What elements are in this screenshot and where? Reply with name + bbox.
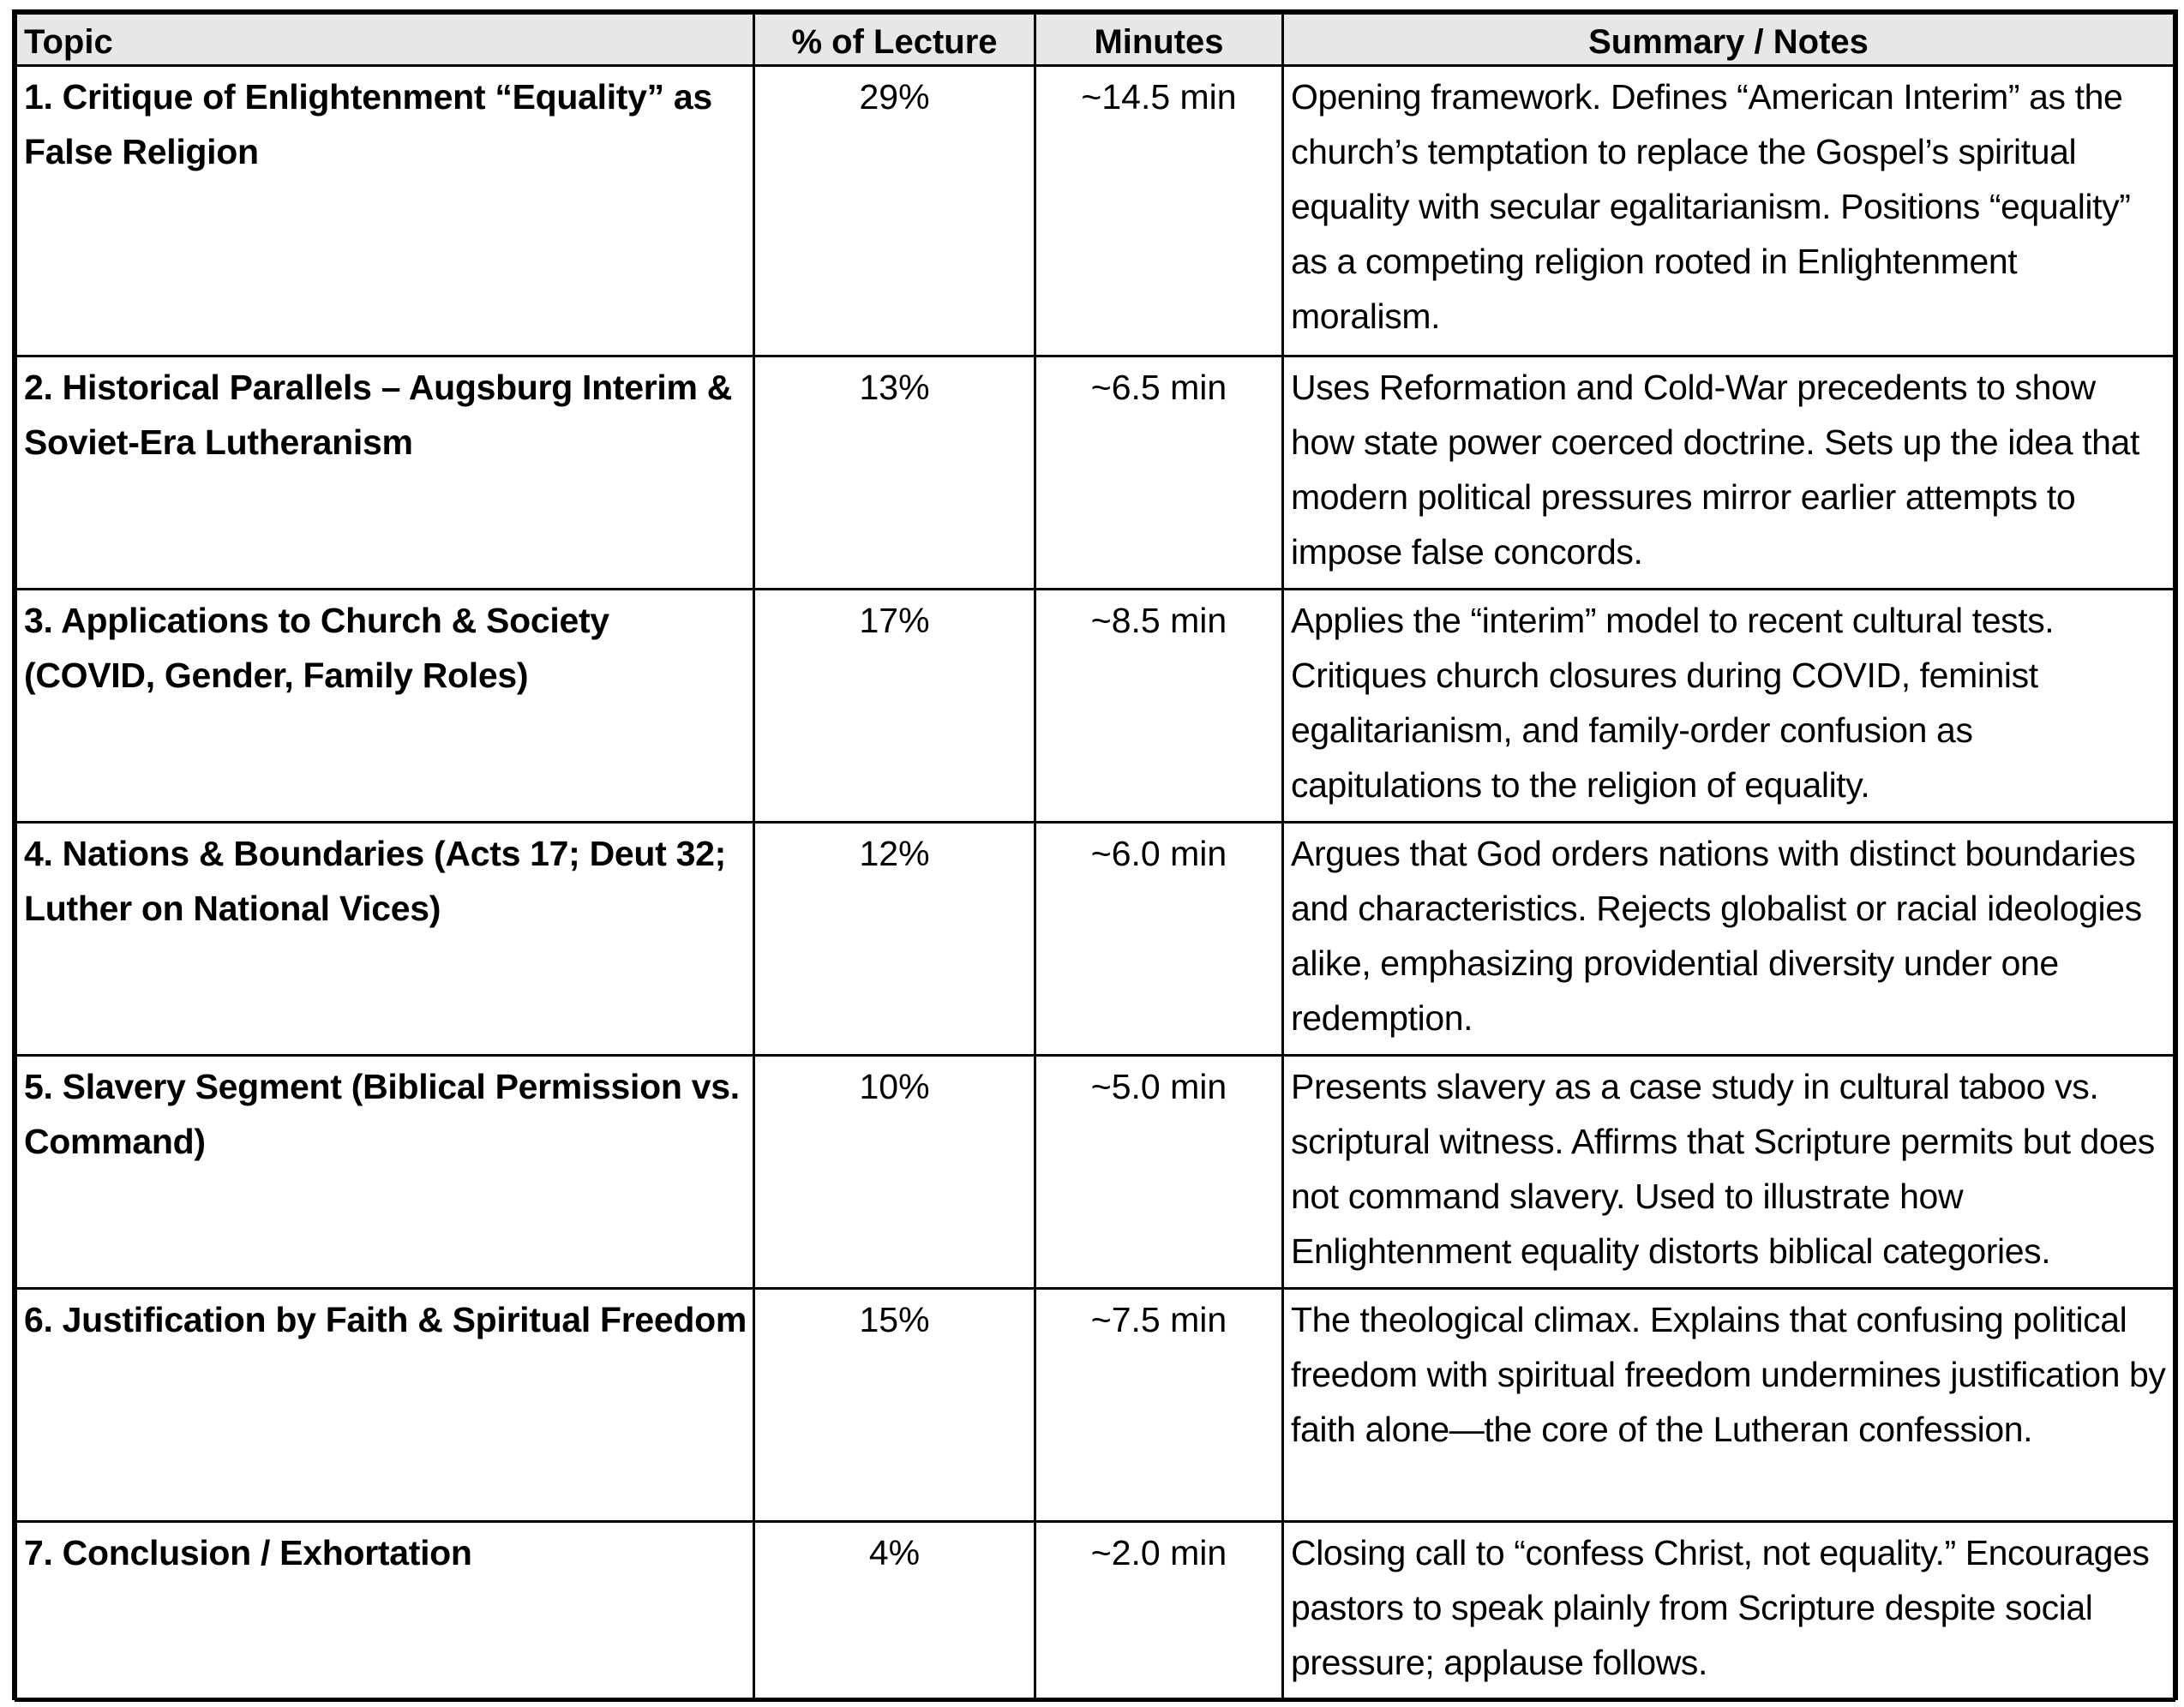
header-percent: % of Lecture bbox=[754, 14, 1035, 66]
table-row bbox=[16, 1522, 2175, 1701]
header-minutes: Minutes bbox=[1035, 14, 1283, 66]
table-row bbox=[16, 823, 2175, 1056]
header-notes: Summary / Notes bbox=[1283, 14, 2175, 66]
table-row bbox=[16, 1056, 2175, 1289]
notes-cell: Uses Reformation and Cold-War precedents to show how state power coerced doctrine. Sets up the idea that modern political pressures mirror earlier attempts to impose false concords. bbox=[1283, 356, 2175, 590]
notes-cell: The theological climax. Explains that confusing political freedom with spiritual freedom undermines justification by faith alone—the core of the Lutheran confession. bbox=[1283, 1289, 2175, 1522]
minutes-cell: ~7.5 min bbox=[1035, 1289, 1283, 1522]
percent-cell: 10% bbox=[754, 1056, 1035, 1289]
minutes-cell: ~6.5 min bbox=[1035, 356, 1283, 590]
minutes-cell: ~8.5 min bbox=[1035, 590, 1283, 823]
table-header-row bbox=[16, 14, 2175, 66]
notes-cell: Argues that God orders nations with distinct boundaries and characteristics. Rejects globalist or racial ideologies alike, emphasizing providential diversity under one redemption. bbox=[1283, 823, 2175, 1056]
percent-cell: 17% bbox=[754, 590, 1035, 823]
topic-cell: 5. Slavery Segment (Biblical Permission vs. Command) bbox=[16, 1056, 754, 1289]
lecture-summary-table bbox=[15, 12, 2175, 1702]
percent-cell: 13% bbox=[754, 356, 1035, 590]
topic-cell: 2. Historical Parallels – Augsburg Interim & Soviet-Era Lutheranism bbox=[16, 356, 754, 590]
table-row bbox=[16, 590, 2175, 823]
minutes-cell: ~6.0 min bbox=[1035, 823, 1283, 1056]
percent-cell: 15% bbox=[754, 1289, 1035, 1522]
table-row bbox=[16, 66, 2175, 356]
topic-cell: 3. Applications to Church & Society (COVID, Gender, Family Roles) bbox=[16, 590, 754, 823]
topic-cell: 1. Critique of Enlightenment “Equality” as False Religion bbox=[16, 66, 754, 356]
topic-cell: 6. Justification by Faith & Spiritual Freedom bbox=[16, 1289, 754, 1522]
table-row bbox=[16, 1289, 2175, 1522]
minutes-cell: ~2.0 min bbox=[1035, 1522, 1283, 1701]
percent-cell: 12% bbox=[754, 823, 1035, 1056]
notes-cell: Opening framework. Defines “American Interim” as the church’s temptation to replace the Gospel’s spiritual equality with secular egalitarianism. Positions “equality” as a competing religion rooted in Enlightenment moralism. bbox=[1283, 66, 2175, 356]
table-row bbox=[16, 356, 2175, 590]
notes-cell: Presents slavery as a case study in cultural taboo vs. scriptural witness. Affirms that Scripture permits but does not command slavery. Used to illustrate how Enlightenment equality distorts biblical categories. bbox=[1283, 1056, 2175, 1289]
notes-cell: Applies the “interim” model to recent cultural tests. Critiques church closures during COVID, feminist egalitarianism, and family-order confusion as capitulations to the religion of equality. bbox=[1283, 590, 2175, 823]
minutes-cell: ~14.5 min bbox=[1035, 66, 1283, 356]
minutes-cell: ~5.0 min bbox=[1035, 1056, 1283, 1289]
percent-cell: 4% bbox=[754, 1522, 1035, 1701]
header-topic: Topic bbox=[16, 14, 754, 66]
topic-cell: 7. Conclusion / Exhortation bbox=[16, 1522, 754, 1701]
lecture-summary-table-container bbox=[12, 9, 2178, 1700]
percent-cell: 29% bbox=[754, 66, 1035, 356]
notes-cell: Closing call to “confess Christ, not equality.” Encourages pastors to speak plainly from Scripture despite social pressure; applause follows. bbox=[1283, 1522, 2175, 1701]
topic-cell: 4. Nations & Boundaries (Acts 17; Deut 32; Luther on National Vices) bbox=[16, 823, 754, 1056]
